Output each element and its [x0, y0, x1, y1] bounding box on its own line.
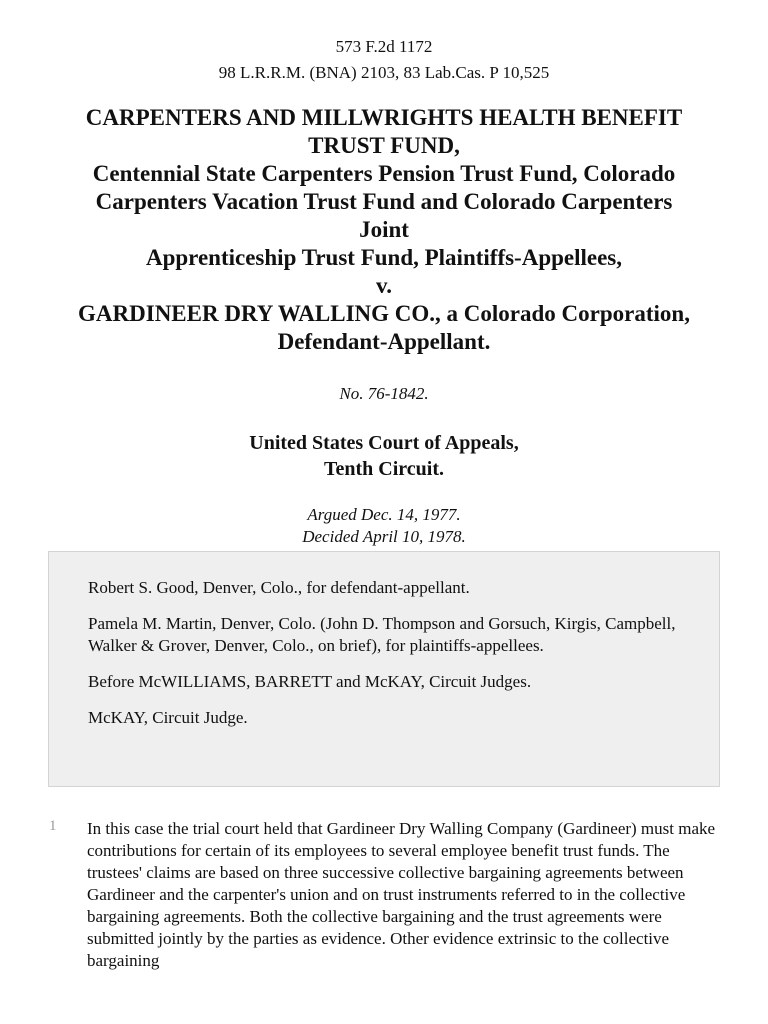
caption-line: Carpenters Vacation Trust Fund and Colorado Carpenters [95, 189, 673, 214]
opinion-author: McKAY, Circuit Judge. [88, 708, 248, 727]
court-name [0, 430, 768, 482]
case-caption [0, 104, 768, 356]
opinion-paragraph [0, 818, 768, 972]
court-line: United States Court of Appeals, [249, 432, 519, 454]
caption-line: Joint [359, 217, 409, 242]
citations [0, 0, 768, 86]
caption-line: CARPENTERS AND MILLWRIGHTS HEALTH BENEFIT [85, 105, 683, 130]
defendant-counsel: Robert S. Good, Denver, Colo., for defendant-appellant. [88, 578, 470, 597]
caption-line: Defendant-Appellant. [277, 329, 491, 354]
argued-date: Argued Dec. 14, 1977. [307, 505, 461, 524]
court-circuit: Tenth Circuit. [323, 458, 445, 480]
caption-line: Centennial State Carpenters Pension Trust Fund, Colorado [92, 161, 676, 186]
reporter-citation: 573 F.2d 1172 [335, 37, 433, 56]
parallel-citations: 98 L.R.R.M. (BNA) 2103, 83 Lab.Cas. P 10,525 [218, 63, 550, 82]
judges-panel: Before McWILLIAMS, BARRETT and McKAY, Circuit Judges. [88, 672, 532, 691]
caption-line: TRUST FUND, [308, 133, 460, 158]
caption-line: Apprenticeship Trust Fund, Plaintiffs-Appellees, [145, 245, 623, 270]
counsel-box [48, 551, 720, 787]
paragraph-text: In this case the trial court held that Gardineer Dry Walling Company (Gardineer) must make contributions for certain of its employees to several employee benefit trust funds. The trustees' claims are based on three successive collective bargaining agreements between Gardineer and the carpenter's union and on trust instruments referred to in the collective bargaining agreements. Both the collective bargaining and the trust agreements were submitted jointly by the parties as evidence. Other evidence extrinsic to the collective bargaining [87, 819, 716, 970]
docket-number: No. 76-1842. [339, 384, 429, 403]
paragraph-number: 1 [49, 818, 57, 834]
decided-date: Decided April 10, 1978. [302, 527, 466, 546]
case-dates [0, 504, 768, 548]
caption-line: v. [376, 273, 392, 298]
caption-line: GARDINEER DRY WALLING CO., a Colorado Corporation, [78, 301, 690, 326]
plaintiffs-counsel: Pamela M. Martin, Denver, Colo. (John D. Thompson and Gorsuch, Kirgis, Campbell, Walker & Grover, Denver, Colo., on brief), for plaintiffs-appellees. [88, 614, 676, 655]
